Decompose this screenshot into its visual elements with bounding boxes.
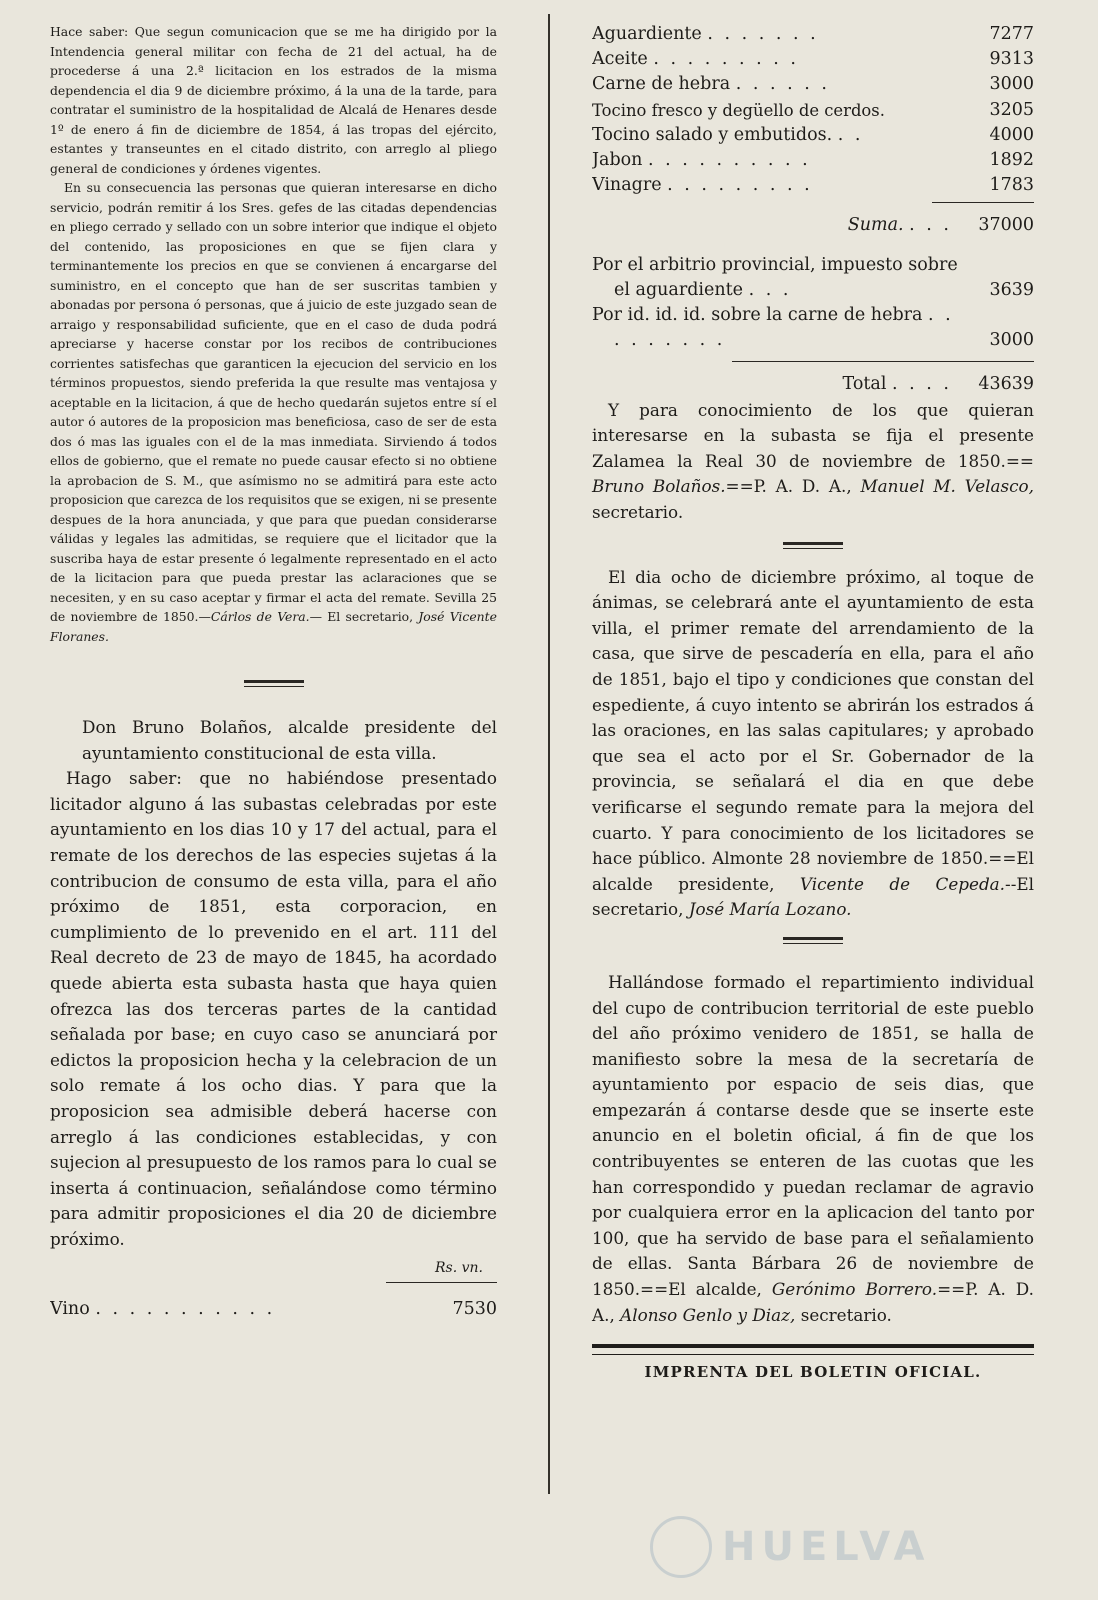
table-row: Vino . . . . . . . . . . . 7530 bbox=[50, 1299, 497, 1320]
table-row: Jabon . . . . . . . . . . 1892 bbox=[592, 150, 1034, 171]
table-row: Por id. id. id. sobre la carne de hebra . . . . . . . . . 3000 bbox=[592, 305, 1034, 351]
table-row: Aceite . . . . . . . . . 9313 bbox=[592, 49, 1034, 70]
notice-zalamea-closing bbox=[592, 398, 1034, 526]
watermark-text: HUELVA bbox=[722, 1524, 931, 1570]
suma-row: Suma. . . . 37000 bbox=[847, 215, 1034, 236]
budget-table-right bbox=[592, 22, 1034, 198]
notice-paragraph: En su consecuencia las personas que quieran interesarse en dicho servicio, podrán remitir á los Sres. gefes de las citadas dependencias en pliego cerrado y sellado con un sobre interior que indique el objeto del contenido, las proposiciones en que se fijen clara y terminantemente los precios en que se convienen á encargarse del suministro, en el concepto que han de ser suscritas tambien y abonadas por persona ó personas, que á juicio de este juzgado sean de arraigo y responsabilidad suficiente, que en el caso de duda podrá apreciarse y hacerse constar por los recibos de contribuciones corrientes satisfechas que garanticen la ejecucion del servicio en los términos propuestos, siendo preferida la que resulte mas ventajosa y aceptable en la licitacion, á que de hecho quedarán sujetos entre sí el autor ó autores de la proposicion mas beneficiosa, caso de ser de esta dos ó mas las iguales con el de la mas inmediata. Sirviendo á todos ellos de gobierno, que el remate no puede causar efecto si no obtiene la aprobacion de S. M., que asímismo no se admitirá para este acto proposicion que carezca de los requisitos que se exigen, ni se presente despues de la hora anunciada, y que para que puedan considerarse válidas y legales las admitidas, se requiere que el licitador que la suscriba haya de estar presente ó legalmente representado en el acto de la licitacion para que pueda prestar las aclaraciones que se necesiten, y en su caso aceptar y firmar el acta del remate. Sevilla 25 de noviembre de 1850.—Cárlos de Vera.— El secretario, José Vicente Floranes. bbox=[50, 180, 497, 644]
signature: Gerónimo Borrero. bbox=[771, 1279, 938, 1300]
notice-santa-barbara bbox=[592, 970, 1034, 1328]
archive-watermark bbox=[650, 1512, 1030, 1582]
signature: José Vicente Floranes. bbox=[50, 609, 497, 644]
notice-heading: Don Bruno Bolaños, alcalde presidente del ayuntamiento constitucional de esta villa. bbox=[82, 717, 497, 763]
seal-icon bbox=[650, 1516, 712, 1578]
currency-header: Rs. vn. bbox=[434, 1260, 483, 1277]
table-row: Por el arbitrio provincial, impuesto sobre el aguardiente . . . 3639 bbox=[592, 254, 1034, 300]
table-row: Tocino salado y embutidos. . . 4000 bbox=[592, 124, 1034, 145]
budget-table-left bbox=[50, 1297, 497, 1322]
rule bbox=[386, 1282, 497, 1283]
signature: Alonso Genlo y Diaz, bbox=[620, 1304, 796, 1325]
notice-body: El dia ocho de diciembre próximo, al toque de ánimas, se celebrará ante el ayuntamiento de esta villa, el primer remate del arrendamiento de la casa, que sirve de pescadería en ella, para el año de 1851, bajo el tipo y condiciones que constan del espediente, á cuyo intento se abrirán los estrados á las oraciones, en las salas capitulares; y aprobado que sea el acto por el Sr. Gobernador de la provincia, se señalará el dia en que debe verificarse el segundo remate para la mejora del cuarto. Y para conocimiento de los licitadores se hace público. Almonte 28 noviembre de 1850.==El alcalde presidente, Vicente de Cepeda.--El secretario, José María Lozano. bbox=[592, 566, 1034, 920]
table-row: Tocino fresco y degüello de cerdos. 3205 bbox=[592, 99, 1034, 120]
rule bbox=[732, 361, 1034, 362]
printer-footer: IMPRENTA DEL BOLETIN OFICIAL. bbox=[644, 1363, 982, 1382]
signature: Cárlos de Vera. bbox=[210, 609, 310, 624]
right-column bbox=[592, 22, 1034, 1381]
notice-almonte bbox=[592, 565, 1034, 923]
table-row: Vinagre . . . . . . . . . 1783 bbox=[592, 175, 1034, 196]
section-separator bbox=[783, 542, 843, 549]
signature: Manuel M. Velasco, bbox=[860, 476, 1034, 497]
left-column bbox=[50, 22, 497, 1323]
notice-body: Hago saber: que no habiéndose presentado licitador alguno á las subastas celebradas por este ayuntamiento en los dias 10 y 17 del actual, para el remate de los derechos de las especies sujetas á la contribucion de consumo de esta villa, para el año próximo de 1851, esta corporacion, en cumplimiento de lo prevenido en el art. 111 del Real decreto de 23 de mayo de 1845, ha acordado quede abierta esta subasta hasta que haya quien ofrezca las dos terceras partes de la cantidad señalada por base; en cuyo caso se anunciará por edictos la proposicion hecha y la celebracion de un solo remate á los ocho dias. Y para que la proposicion sea admisible deberá hacerse con arreglo á las condiciones establecidas, y con sujecion al presupuesto de los ramos para lo cual se inserta á continuacion, señalándose como término para admitir proposiciones el dia 20 de diciembre próximo. bbox=[50, 768, 497, 1249]
table-row: Carne de hebra . . . . . . 3000 bbox=[592, 74, 1034, 95]
total-row: Total . . . . 43639 bbox=[842, 374, 1034, 395]
notice-zalamea bbox=[50, 715, 497, 1252]
signature: José María Lozano. bbox=[688, 899, 852, 920]
extras-table bbox=[592, 253, 1034, 354]
section-separator bbox=[244, 680, 304, 687]
notice-paragraph: Hace saber: Que segun comunicacion que se me ha dirigido por la Intendencia general militar con fecha de 21 del actual, ha de procederse á una 2.ª licitacion en los estrados de la misma dependencia el dia 9 de diciembre próximo, á la una de la tarde, para contratar el suministro de la hospitalidad de Alcalá de Henares desde 1º de enero á fin de diciembre de 1854, á las tropas del ejército, estantes y transeuntes en el citado distrito, con arreglo al pliego general de condiciones y órdenes vigentes. bbox=[50, 24, 497, 176]
rule bbox=[932, 202, 1034, 203]
notice-body: Y para conocimiento de los que quieran interesarse en la subasta se fija el presente Zalamea la Real 30 de noviembre de 1850.== Bruno Bolaños.==P. A. D. A., Manuel M. Velasco, secretario. bbox=[592, 399, 1034, 523]
section-separator bbox=[783, 937, 843, 944]
column-divider bbox=[548, 14, 550, 1494]
signature: Bruno Bolaños. bbox=[592, 476, 726, 497]
table-row: Aguardiente . . . . . . . 7277 bbox=[592, 24, 1034, 44]
signature: Vicente de Cepeda. bbox=[799, 873, 1006, 894]
closing-rule bbox=[592, 1344, 1034, 1355]
notice-body: Hallándose formado el repartimiento individual del cupo de contribucion territorial de este pueblo del año próximo venidero de 1851, se halla de manifiesto sobre la mesa de la secretaría de ayuntamiento por espacio de seis dias, que empezarán á contarse desde que se inserte este anuncio en el boletin oficial, á fin de que los contribuyentes se enteren de las cuotas que les han correspondido y puedan reclamar de agravio por cualquiera error en la aplicacion del tanto por 100, que ha servido de base para el señalamiento de ellas. Santa Bárbara 26 de noviembre de 1850.==El alcalde, Gerónimo Borrero.==P. A. D. A., Alonso Genlo y Diaz, secretario. bbox=[592, 971, 1034, 1325]
notice-sevilla bbox=[50, 22, 497, 646]
